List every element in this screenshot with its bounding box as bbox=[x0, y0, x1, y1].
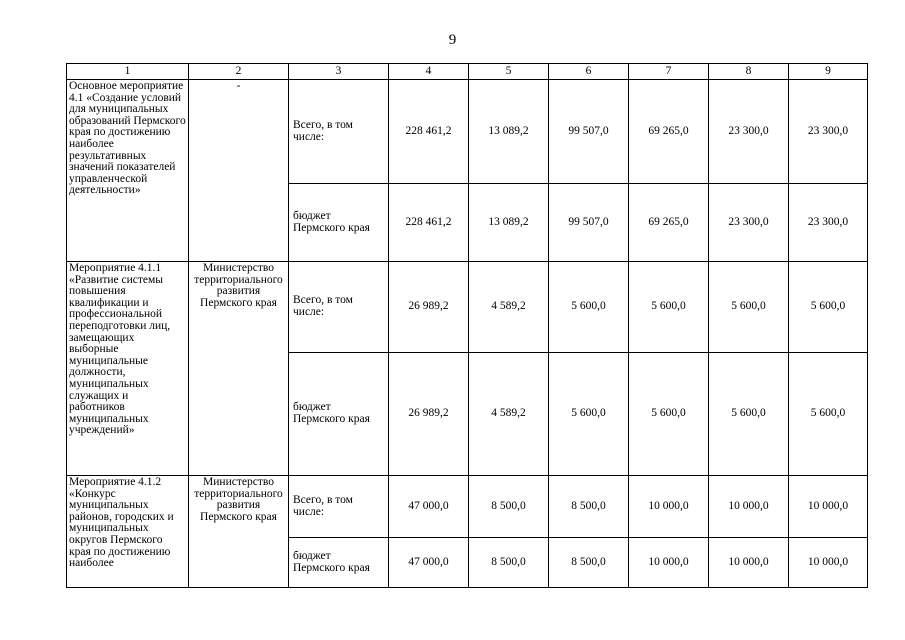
value-cell: 10 000,0 bbox=[789, 476, 868, 538]
value-cell: 13 089,2 bbox=[469, 184, 549, 262]
col-header-9: 9 bbox=[789, 64, 868, 80]
value-cell: 69 265,0 bbox=[629, 184, 709, 262]
header-row bbox=[67, 64, 868, 80]
value-cell: 99 507,0 bbox=[549, 184, 629, 262]
value-cell: 4 589,2 bbox=[469, 262, 549, 353]
col-header-2: 2 bbox=[189, 64, 289, 80]
value-cell: 10 000,0 bbox=[709, 476, 789, 538]
value-cell: 8 500,0 bbox=[469, 538, 549, 588]
funding-source: бюджет Пермского края bbox=[289, 353, 389, 476]
activity-name: Мероприятие 4.1.2 «Конкурс муниципальных районов, городских и муниципальных округов Пермского края по достижению наиболее bbox=[67, 476, 189, 588]
value-cell: 8 500,0 bbox=[549, 476, 629, 538]
page-number: 9 bbox=[448, 32, 457, 48]
col-header-7: 7 bbox=[629, 64, 709, 80]
value-cell: 10 000,0 bbox=[629, 538, 709, 588]
col-header-1: 1 bbox=[67, 64, 189, 80]
funding-source: Всего, в том числе: bbox=[289, 262, 389, 353]
value-cell: 228 461,2 bbox=[389, 184, 469, 262]
value-cell: 69 265,0 bbox=[629, 80, 709, 184]
table-row bbox=[67, 80, 868, 184]
value-cell: 26 989,2 bbox=[389, 262, 469, 353]
value-cell: 23 300,0 bbox=[709, 184, 789, 262]
value-cell: 10 000,0 bbox=[709, 538, 789, 588]
table-row bbox=[67, 262, 868, 353]
value-cell: 5 600,0 bbox=[549, 353, 629, 476]
executor: - bbox=[189, 80, 289, 262]
value-cell: 26 989,2 bbox=[389, 353, 469, 476]
funding-source: бюджет Пермского края bbox=[289, 184, 389, 262]
value-cell: 8 500,0 bbox=[549, 538, 629, 588]
table-row bbox=[67, 476, 868, 538]
funding-source: Всего, в том числе: bbox=[289, 476, 389, 538]
value-cell: 4 589,2 bbox=[469, 353, 549, 476]
funding-source: бюджет Пермского края bbox=[289, 538, 389, 588]
col-header-5: 5 bbox=[469, 64, 549, 80]
value-cell: 5 600,0 bbox=[629, 353, 709, 476]
col-header-8: 8 bbox=[709, 64, 789, 80]
value-cell: 23 300,0 bbox=[789, 80, 868, 184]
value-cell: 5 600,0 bbox=[709, 353, 789, 476]
activity-name: Мероприятие 4.1.1 «Развитие системы повышения квалификации и профессиональной переподготовки лиц, замещающих выборные муниципальные должности, муниципальных служащих и работников муниципальных учреждений» bbox=[67, 262, 189, 476]
value-cell: 23 300,0 bbox=[789, 184, 868, 262]
value-cell: 10 000,0 bbox=[629, 476, 709, 538]
value-cell: 5 600,0 bbox=[709, 262, 789, 353]
value-cell: 5 600,0 bbox=[789, 353, 868, 476]
value-cell: 47 000,0 bbox=[389, 476, 469, 538]
value-cell: 8 500,0 bbox=[469, 476, 549, 538]
value-cell: 5 600,0 bbox=[789, 262, 868, 353]
value-cell: 23 300,0 bbox=[709, 80, 789, 184]
value-cell: 228 461,2 bbox=[389, 80, 469, 184]
col-header-6: 6 bbox=[549, 64, 629, 80]
executor: Министерство территориального развития Пермского края bbox=[189, 262, 289, 476]
value-cell: 5 600,0 bbox=[629, 262, 709, 353]
col-header-4: 4 bbox=[389, 64, 469, 80]
value-cell: 10 000,0 bbox=[789, 538, 868, 588]
activity-name: Основное мероприятие 4.1 «Создание условий для муниципальных образований Пермского края по достижению наиболее результативных значений показателей управленческой деятельности» bbox=[67, 80, 189, 262]
budget-table bbox=[66, 63, 868, 588]
value-cell: 47 000,0 bbox=[389, 538, 469, 588]
executor: Министерство территориального развития Пермского края bbox=[189, 476, 289, 588]
col-header-3: 3 bbox=[289, 64, 389, 80]
value-cell: 99 507,0 bbox=[549, 80, 629, 184]
value-cell: 5 600,0 bbox=[549, 262, 629, 353]
value-cell: 13 089,2 bbox=[469, 80, 549, 184]
funding-source: Всего, в том числе: bbox=[289, 80, 389, 184]
